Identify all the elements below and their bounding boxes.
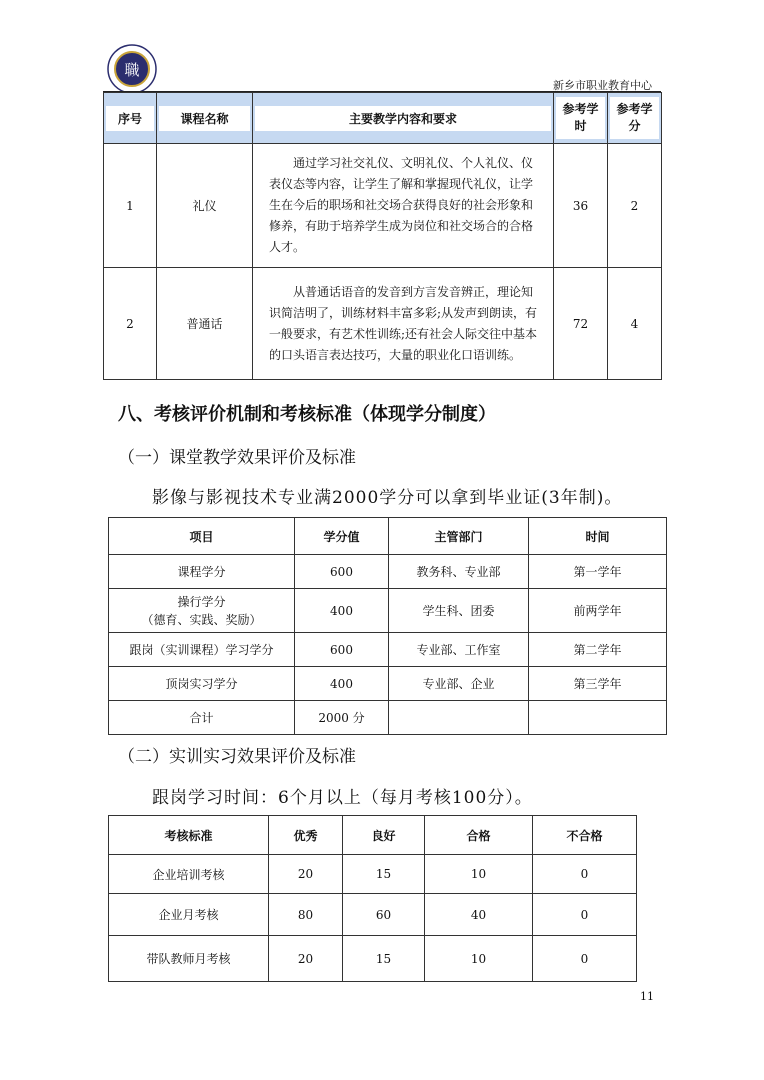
col-header: 时间 xyxy=(529,518,667,555)
cell: 跟岗（实训课程）学习学分 xyxy=(109,633,295,667)
table-row xyxy=(109,855,637,894)
cell: 带队教师月考核 xyxy=(109,936,269,982)
cell: 20 xyxy=(269,855,343,894)
table-row xyxy=(109,589,667,633)
col-header: 考核标准 xyxy=(109,816,269,855)
course-no: 1 xyxy=(104,144,157,268)
table-row xyxy=(109,936,637,982)
cell: 600 xyxy=(295,633,389,667)
table-row xyxy=(104,268,662,380)
cell: 15 xyxy=(343,855,425,894)
cell: 400 xyxy=(295,667,389,701)
cell: 第三学年 xyxy=(529,667,667,701)
cell: 第二学年 xyxy=(529,633,667,667)
school-logo xyxy=(107,44,157,94)
cell: 15 xyxy=(343,936,425,982)
course-credits: 2 xyxy=(608,144,662,268)
course-desc: 通过学习社交礼仪、文明礼仪、个人礼仪、仪表仪态等内容，让学生了解和掌握现代礼仪，让学生在今后的职场和社交场合获得良好的社会形象和修养，有助于培养学生成为岗位和社交场合的合格人才。 xyxy=(253,144,554,268)
credit-table xyxy=(108,517,667,735)
table-row xyxy=(109,555,667,589)
col-header-desc: 主要教学内容和要求 xyxy=(253,93,554,144)
cell: 400 xyxy=(295,589,389,633)
subsection-1-title: （一）课堂教学效果评价及标准 xyxy=(118,448,356,468)
col-header: 合格 xyxy=(425,816,533,855)
cell xyxy=(389,701,529,735)
cell: 专业部、工作室 xyxy=(389,633,529,667)
cell: 0 xyxy=(533,936,637,982)
cell: 企业月考核 xyxy=(109,894,269,936)
cell: 前两学年 xyxy=(529,589,667,633)
cell: 操行学分 （德育、实践、奖励） xyxy=(109,589,295,633)
org-name: 新乡市职业教育中心 xyxy=(553,79,652,92)
course-hours: 72 xyxy=(554,268,608,380)
course-table xyxy=(103,92,662,380)
cell: 0 xyxy=(533,855,637,894)
table-row xyxy=(109,667,667,701)
cell: 80 xyxy=(269,894,343,936)
table-row xyxy=(104,144,662,268)
col-header: 良好 xyxy=(343,816,425,855)
subsection-1-paragraph: 影像与影视技术专业满2000学分可以拿到毕业证(3年制)。 xyxy=(152,488,623,508)
section-8-title: 八、考核评价机制和考核标准（体现学分制度） xyxy=(118,404,496,425)
col-header: 主管部门 xyxy=(389,518,529,555)
page-number: 11 xyxy=(640,990,654,1003)
course-name: 礼仪 xyxy=(157,144,253,268)
cell: 专业部、企业 xyxy=(389,667,529,701)
cell: 60 xyxy=(343,894,425,936)
course-credits: 4 xyxy=(608,268,662,380)
course-no: 2 xyxy=(104,268,157,380)
cell xyxy=(529,701,667,735)
subsection-2-title: （二）实训实习效果评价及标准 xyxy=(118,747,356,767)
svg-text:職: 職 xyxy=(124,61,140,79)
col-header-name: 课程名称 xyxy=(157,93,253,144)
cell: 10 xyxy=(425,855,533,894)
subsection-2-paragraph: 跟岗学习时间：6个月以上（每月考核100分）。 xyxy=(152,788,533,808)
col-header-credits: 参考学分 xyxy=(608,93,662,144)
cell: 40 xyxy=(425,894,533,936)
course-hours: 36 xyxy=(554,144,608,268)
course-desc: 从普通话语音的发音到方言发音辨正，理论知识简洁明了，训练材料丰富多彩;从发声到朗读，有一般要求，有艺术性训练;还有社会人际交往中基本的口头语言表达技巧，大量的职业化口语训练。 xyxy=(253,268,554,380)
table-row xyxy=(109,894,637,936)
table-row xyxy=(109,701,667,735)
cell: 2000 分 xyxy=(295,701,389,735)
course-name: 普通话 xyxy=(157,268,253,380)
col-header: 优秀 xyxy=(269,816,343,855)
col-header-no: 序号 xyxy=(104,93,157,144)
cell: 课程学分 xyxy=(109,555,295,589)
assessment-table xyxy=(108,815,637,982)
col-header: 不合格 xyxy=(533,816,637,855)
table-row xyxy=(109,633,667,667)
col-header-hours: 参考学时 xyxy=(554,93,608,144)
cell: 顶岗实习学分 xyxy=(109,667,295,701)
cell: 20 xyxy=(269,936,343,982)
cell: 合计 xyxy=(109,701,295,735)
cell: 企业培训考核 xyxy=(109,855,269,894)
cell: 第一学年 xyxy=(529,555,667,589)
cell: 600 xyxy=(295,555,389,589)
cell: 10 xyxy=(425,936,533,982)
cell: 学生科、团委 xyxy=(389,589,529,633)
col-header: 学分值 xyxy=(295,518,389,555)
col-header: 项目 xyxy=(109,518,295,555)
cell: 0 xyxy=(533,894,637,936)
cell: 教务科、专业部 xyxy=(389,555,529,589)
